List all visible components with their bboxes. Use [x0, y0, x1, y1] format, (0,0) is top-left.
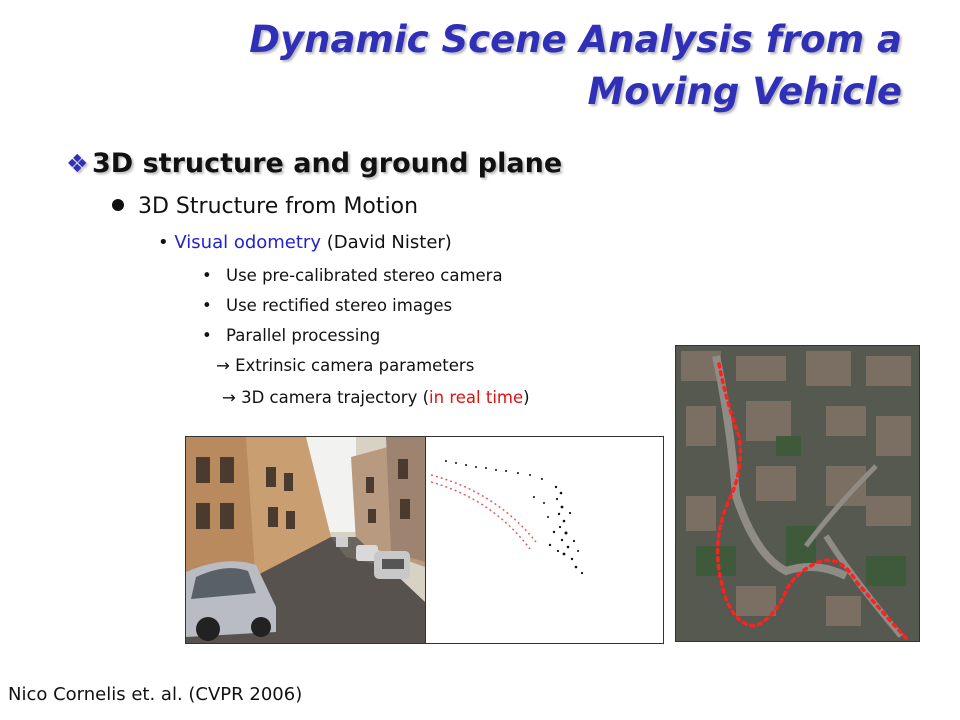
- bullet-icon: •: [202, 266, 212, 285]
- bullet-icon: •: [202, 296, 212, 315]
- list-item-text: Use pre-calibrated stereo camera: [226, 266, 503, 285]
- level3-bullet: [158, 232, 452, 253]
- diamond-bullet-icon: ❖: [66, 149, 89, 178]
- heading-text: 3D structure and ground plane: [92, 148, 563, 179]
- list-item-text: Parallel processing: [226, 326, 381, 345]
- citation-footer: Nico Cornelis et. al. (CVPR 2006): [8, 684, 303, 705]
- arrow2-prefix: → 3D camera trajectory (: [222, 388, 430, 407]
- arrow-line-trajectory: [222, 388, 530, 407]
- list-item: [202, 266, 503, 285]
- bullet-icon: •: [202, 326, 212, 345]
- title-line-1: Dynamic Scene Analysis from a: [249, 18, 902, 61]
- point-cloud-image: [425, 436, 664, 644]
- level3-rest: (David Nister): [321, 232, 452, 253]
- title-line-2: Moving Vehicle: [587, 70, 902, 113]
- arrow-line-extrinsic: → Extrinsic camera parameters: [216, 356, 475, 375]
- list-item: [202, 326, 380, 345]
- level2-text: 3D Structure from Motion: [138, 194, 419, 219]
- arrow2-suffix: ): [523, 388, 530, 407]
- aerial-map-image: [675, 345, 920, 642]
- slide-title: [82, 14, 902, 118]
- visual-odometry-link[interactable]: Visual odometry: [174, 232, 321, 253]
- list-item-text: Use rectified stereo images: [226, 296, 453, 315]
- bullet-dot-icon: [112, 199, 124, 211]
- realtime-highlight: in real time: [429, 388, 524, 407]
- street-scene-image: [185, 436, 426, 644]
- level2-bullet: [112, 194, 418, 219]
- bullet-icon: •: [158, 232, 169, 253]
- heading-bullet: [66, 148, 562, 179]
- list-item: [202, 296, 452, 315]
